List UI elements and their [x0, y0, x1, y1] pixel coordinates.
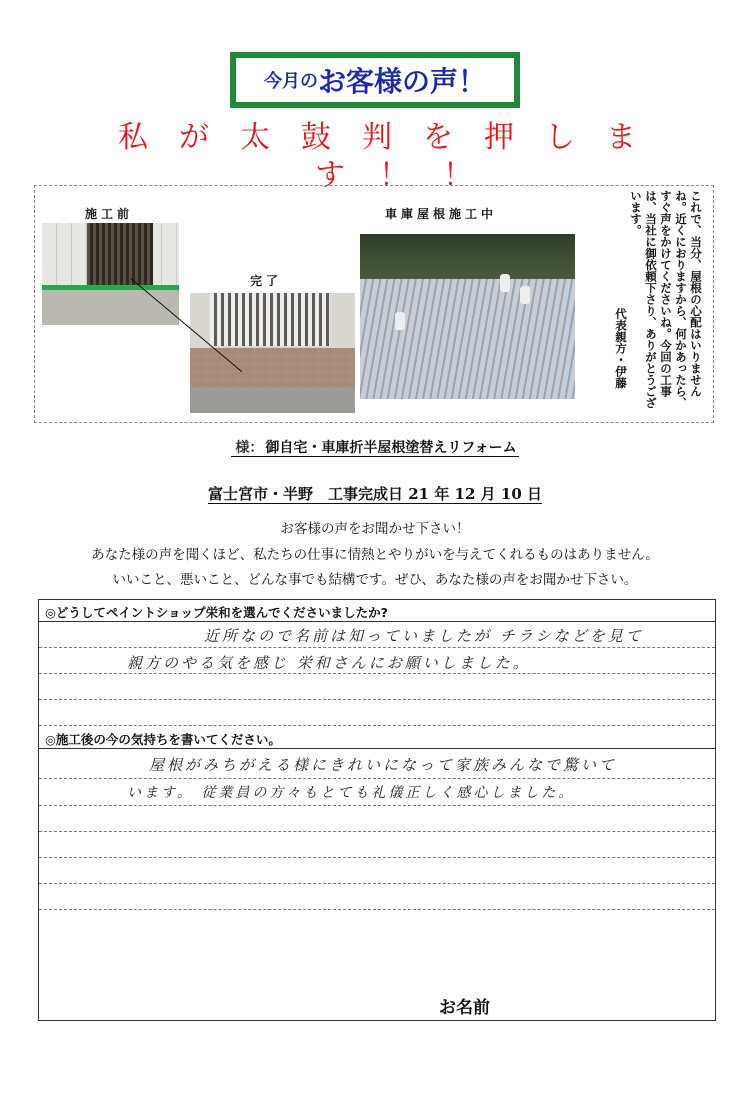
form-rule — [39, 883, 715, 884]
form-rule — [39, 831, 715, 832]
after-caption: 完了 — [250, 274, 283, 288]
answer-1-line-1: 近所なので名前は知っていましたが チラシなどを見て — [204, 627, 644, 645]
answer-2-line-1: 屋根がみちがえる様にきれいになって家族みんなで驚いて — [149, 756, 618, 774]
form-rule — [39, 621, 715, 622]
roof-photo — [360, 234, 575, 399]
badge-large-text: お客様の声！ — [317, 65, 486, 98]
before-photo — [42, 223, 179, 325]
project-title — [0, 437, 750, 457]
question-1: ◎どうしてペイントショップ栄和を選んでくださいましたか? — [45, 605, 388, 620]
after-photo — [190, 293, 355, 413]
owner-message — [613, 190, 703, 418]
badge-small-text: 今月の — [263, 71, 318, 92]
form-rule — [39, 857, 715, 858]
title-badge — [230, 52, 520, 108]
owner-signature: 代表親方・伊藤 — [614, 308, 628, 389]
title-badge-inner — [234, 56, 516, 104]
form-rule — [39, 699, 715, 700]
form-rule — [39, 673, 715, 674]
answer-2-line-2: います。 従業員の方々もとても礼儀正しく感心しました。 — [127, 785, 576, 801]
question-2: ◎施工後の今の気持ちを書いてください。 — [45, 732, 281, 747]
before-caption: 施工前 — [85, 207, 134, 221]
intro-line-1: お客様の声をお聞かせ下さい！ — [280, 521, 470, 537]
form-rule — [39, 647, 715, 648]
form-rule — [39, 805, 715, 806]
project-title-text: 御自宅・車庫折半屋根塗替えリフォーム — [265, 440, 517, 456]
project-location-text: 富士宮市・半野 工事完成日 21 年 12 月 10 日 — [208, 485, 542, 503]
form-rule — [39, 778, 715, 779]
roof-caption: 車庫屋根施工中 — [385, 207, 498, 221]
feedback-form — [38, 599, 716, 1021]
intro-line-3: いいこと、悪いこと、どんな事でも結構です。ぜひ、あなた様の声をお聞かせ下さい。 — [112, 572, 638, 588]
intro-line-2: あなた様の声を聞くほど、私たちの仕事に情熱とやりがいを与えてくれるものはありません。 — [91, 547, 659, 563]
form-rule — [39, 909, 715, 910]
project-location — [0, 483, 750, 504]
slogan-line-1: 私が太鼓判を押しま — [118, 120, 667, 155]
slogan-line-2: す！！ — [315, 158, 507, 193]
owner-message-text: これで、当分、屋根の心配はいりませんね。近くにおりますから、何かあったら、すぐ声をかけてくださいね。今回の工事は、当社に御依頼下さり、ありがとうございます。 — [629, 190, 703, 409]
answer-1-line-2: 親方のやる気を感じ 栄和さんにお願いしました。 — [127, 654, 531, 672]
form-rule — [39, 748, 715, 749]
name-label: お名前 — [439, 998, 490, 1018]
photo-panel — [34, 185, 714, 423]
form-rule — [39, 725, 715, 726]
project-prefix: 様： — [235, 440, 264, 456]
